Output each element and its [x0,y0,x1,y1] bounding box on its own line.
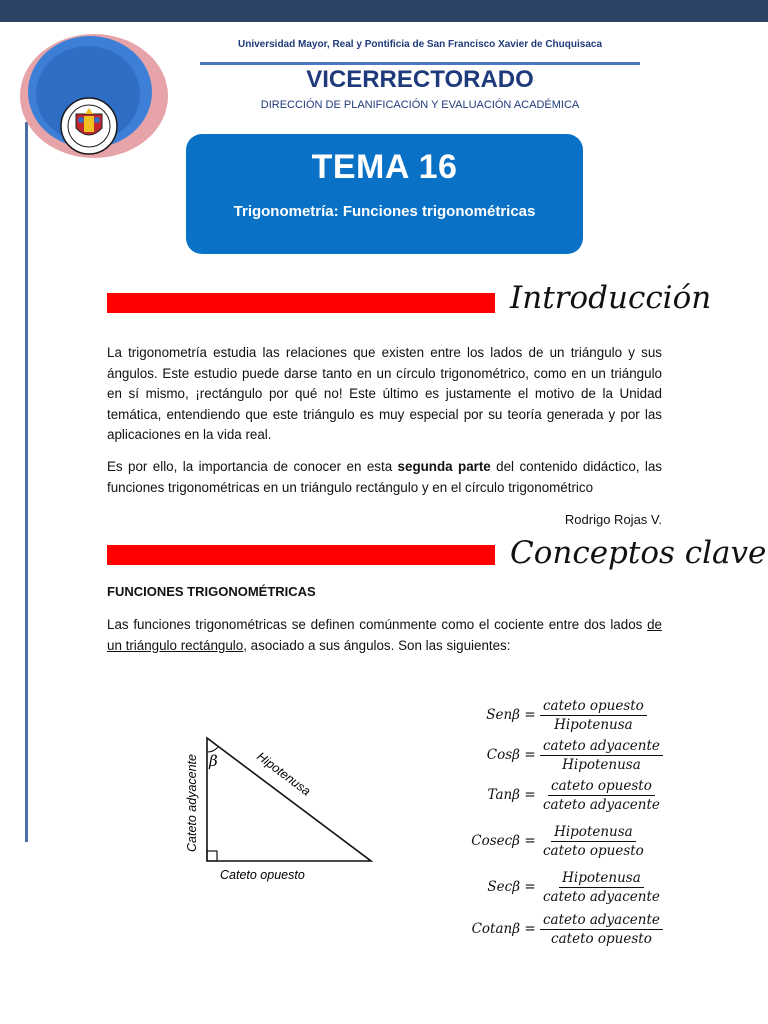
intro-heading: Introducción [510,280,712,316]
function-name: Senβ [486,707,520,723]
concepts-text-end: , asociado a sus ángulos. Son las siguientes: [243,637,511,653]
angle-label: β [209,752,218,770]
adjacent-side-label: Cateto adyacente [185,754,199,852]
fraction [540,870,663,905]
numerator: cateto opuesto [540,698,647,716]
topic-subtitle: Trigonometría: Funciones trigonométricas [233,203,536,220]
numerator: cateto adyacente [540,738,663,756]
function-name: Cosβ [486,747,520,763]
formula-row [448,775,678,815]
intro-paragraph-1: La trigonometría estudia las relaciones que existen entre los lados de un triángulo y sus ángulos. Este estudio puede darse tanto en un círculo trigonométrico, como en un triángulo en sí mismo, ¡rectángulo por qué no! Este último es justamente el motivo de la Unidad temática, entendiendo que este triángulo es muy especial por su teoría generada y por las aplicaciones en la vida real. [107,345,662,442]
equals-sign: = [524,879,536,895]
function-name: Cosecβ [471,833,520,849]
university-seal-logo [14,28,172,168]
formula-row [448,735,678,775]
concepts-paragraph [107,615,662,656]
denominator: Hipotenusa [554,716,633,733]
equals-sign: = [524,921,536,937]
office-title: VICERRECTORADO [306,66,534,93]
denominator: Hipotenusa [562,756,641,773]
university-name: Universidad Mayor, Real y Pontificia de San Francisco Xavier de Chuquisaca [237,39,603,50]
intro-red-bar [107,293,495,313]
author-signature: Rodrigo Rojas V. [564,512,662,527]
intro-paragraph-2 [107,457,662,498]
intro-paragraph-2-bold: segunda parte [397,459,491,474]
fraction [540,738,663,773]
formula-row [448,867,678,907]
denominator: cateto opuesto [551,930,652,947]
function-name: Secβ [487,879,520,895]
denominator: cateto opuesto [543,842,644,859]
intro-paragraph-2-end: del contenido didáctico, las funciones trigonométricas en un triángulo rectángulo y en el círculo trigonométrico [107,459,663,495]
fraction [540,912,663,947]
denominator: cateto adyacente [543,888,660,905]
function-name: Tanβ [487,787,520,803]
top-bar [0,0,768,22]
formula-row [448,909,678,949]
equals-sign: = [524,833,536,849]
topic-title: TEMA 16 [311,148,458,186]
formula-row [448,695,678,735]
equals-sign: = [524,787,536,803]
intro-paragraph-2-start: Es por ello, la importancia de conocer en esta [107,459,398,474]
topic-banner [186,134,583,254]
concepts-text-start: Las funciones trigonométricas se definen comúnmente como el cociente entre dos lados [107,617,648,632]
right-angle-marker [207,851,217,861]
concepts-red-bar [107,545,495,565]
concepts-text-underlined: de un triángulo rectángulo [107,617,662,653]
triangle-outline [207,738,371,861]
trig-formulas [448,695,678,949]
equals-sign: = [524,747,536,763]
numerator: cateto opuesto [548,778,655,796]
department-name: DIRECCIÓN DE PLANIFICACIÓN Y EVALUACIÓN ACADÉMICA [260,99,580,111]
concepts-heading: Conceptos clave [510,535,767,571]
equals-sign: = [524,707,536,723]
fraction [540,698,647,733]
numerator: Hipotenusa [551,824,636,842]
left-margin-line [25,122,28,842]
numerator: cateto adyacente [540,912,663,930]
function-name: Cotanβ [471,921,520,937]
hypotenuse-label: Hipotenusa [254,749,314,799]
numerator: Hipotenusa [559,870,644,888]
header-rule [200,62,640,65]
formula-row [448,821,678,861]
fraction [540,824,647,859]
opposite-side-label: Cateto opuesto [220,868,305,882]
fraction [540,778,663,813]
denominator: cateto adyacente [543,796,660,813]
right-triangle-diagram [180,730,380,890]
section-subheading: FUNCIONES TRIGONOMÉTRICAS [107,584,316,599]
